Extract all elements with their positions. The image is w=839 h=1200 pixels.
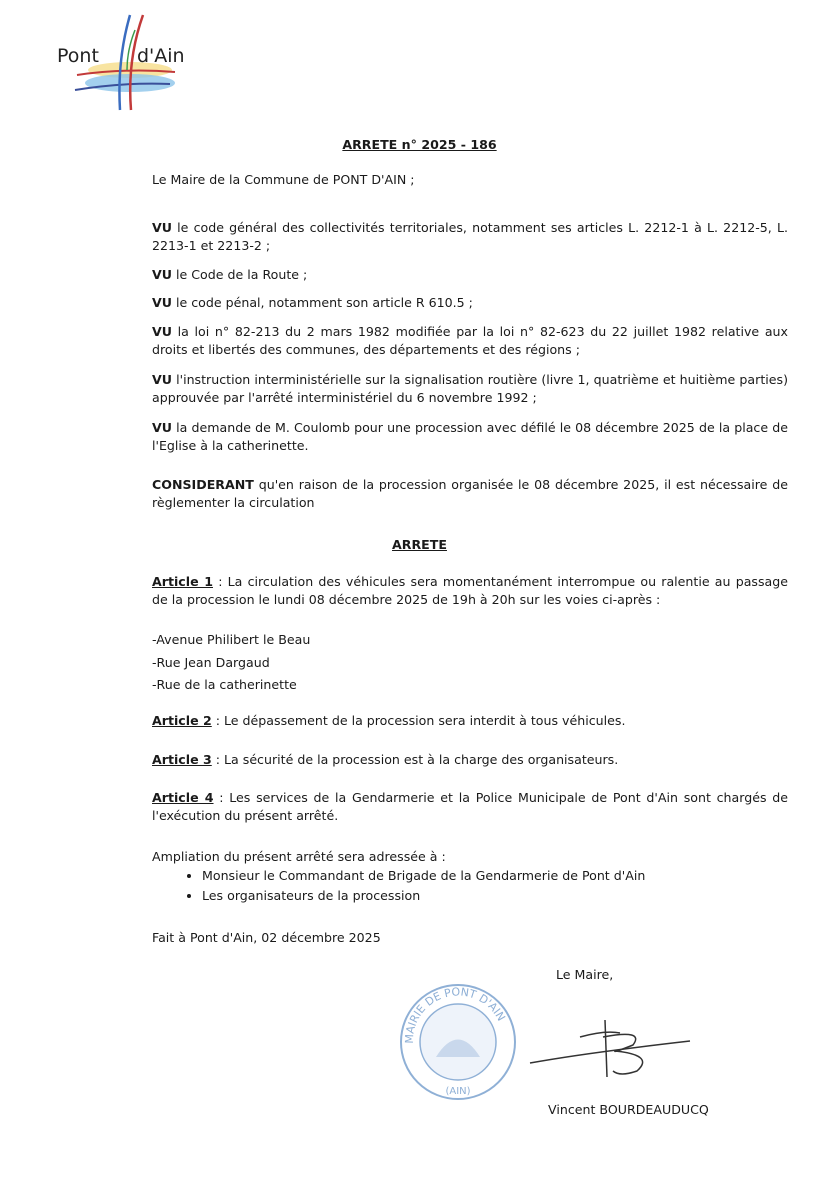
fait-a: Fait à Pont d'Ain, 02 décembre 2025 xyxy=(152,930,381,945)
vu-3: VU le code pénal, notamment son article R 610.5 ; xyxy=(152,295,473,310)
vu-5: VU l'instruction interministérielle sur la signalisation routière (livre 1, quatrième et huitième parties) approuvée par l'arrêté interministériel du 6 novembre 1992 ; xyxy=(152,372,788,405)
article-4: Article 4 : Les services de la Gendarmerie et la Police Municipale de Pont d'Ain sont chargés de l'exécution du présent arrêté. xyxy=(152,790,789,823)
town-hall-stamp xyxy=(398,982,518,1102)
vu-6: VU la demande de M. Coulomb pour une procession avec défilé le 08 décembre 2025 de la place de l'Eglise à la catherinette. xyxy=(152,420,788,453)
street: -Rue de la catherinette xyxy=(152,677,297,692)
signature-title: Le Maire, xyxy=(556,967,614,982)
recipient: • Monsieur le Commandant de Brigade de la Gendarmerie de Pont d'Ain xyxy=(202,866,788,886)
intro: Le Maire de la Commune de PONT D'AIN ; xyxy=(152,172,415,187)
recipient: • Les organisateurs de la procession xyxy=(202,886,788,906)
article-1: Article 1 : La circulation des véhicules sera momentanément interrompue ou ralentie au passage de la procession le lundi 08 décembre 2025 de 19h à 20h sur les voies ci-après : xyxy=(152,574,788,607)
street-list xyxy=(152,629,788,697)
svg-text:MAIRIE DE PONT D'AIN: MAIRIE DE PONT D'AIN xyxy=(402,985,508,1044)
recipient-list xyxy=(152,866,788,906)
pont-dain-logo xyxy=(55,10,185,115)
street: -Avenue Philibert le Beau xyxy=(152,632,311,647)
street: -Rue Jean Dargaud xyxy=(152,654,270,670)
ampliation xyxy=(152,848,788,906)
article-2: Article 2 : Le dépassement de la procession sera interdit à tous véhicules. xyxy=(152,713,626,728)
decree-title: ARRETE n° 2025 - 186 xyxy=(342,137,497,152)
article-3: Article 3 : La sécurité de la procession est à la charge des organisateurs. xyxy=(152,752,619,767)
mayor-signature xyxy=(525,1015,695,1085)
vu-1: VU le code général des collectivités territoriales, notamment ses articles L. 2212-1 à L. 2212-5, L. 2213-1 et 2213-2 ; xyxy=(152,220,788,253)
considerant: CONSIDERANT qu'en raison de la procession organisée le 08 décembre 2025, il est nécessaire de règlementer la circulation xyxy=(152,477,788,510)
svg-text:Pont: Pont xyxy=(57,45,99,67)
vu-4: VU la loi n° 82-213 du 2 mars 1982 modifiée par la loi n° 82-623 du 22 juillet 1982 relative aux droits et libertés des communes, des départements et des régions ; xyxy=(152,324,788,357)
svg-text:(AIN): (AIN) xyxy=(445,1086,471,1097)
ampliation-text: Ampliation du présent arrêté sera adressée à : xyxy=(152,849,446,864)
arrete-heading: ARRETE xyxy=(392,537,447,552)
signatory-name: Vincent BOURDEAUDUCQ xyxy=(548,1102,709,1117)
svg-text:d'Ain: d'Ain xyxy=(137,45,185,67)
vu-2: VU le Code de la Route ; xyxy=(152,267,308,282)
